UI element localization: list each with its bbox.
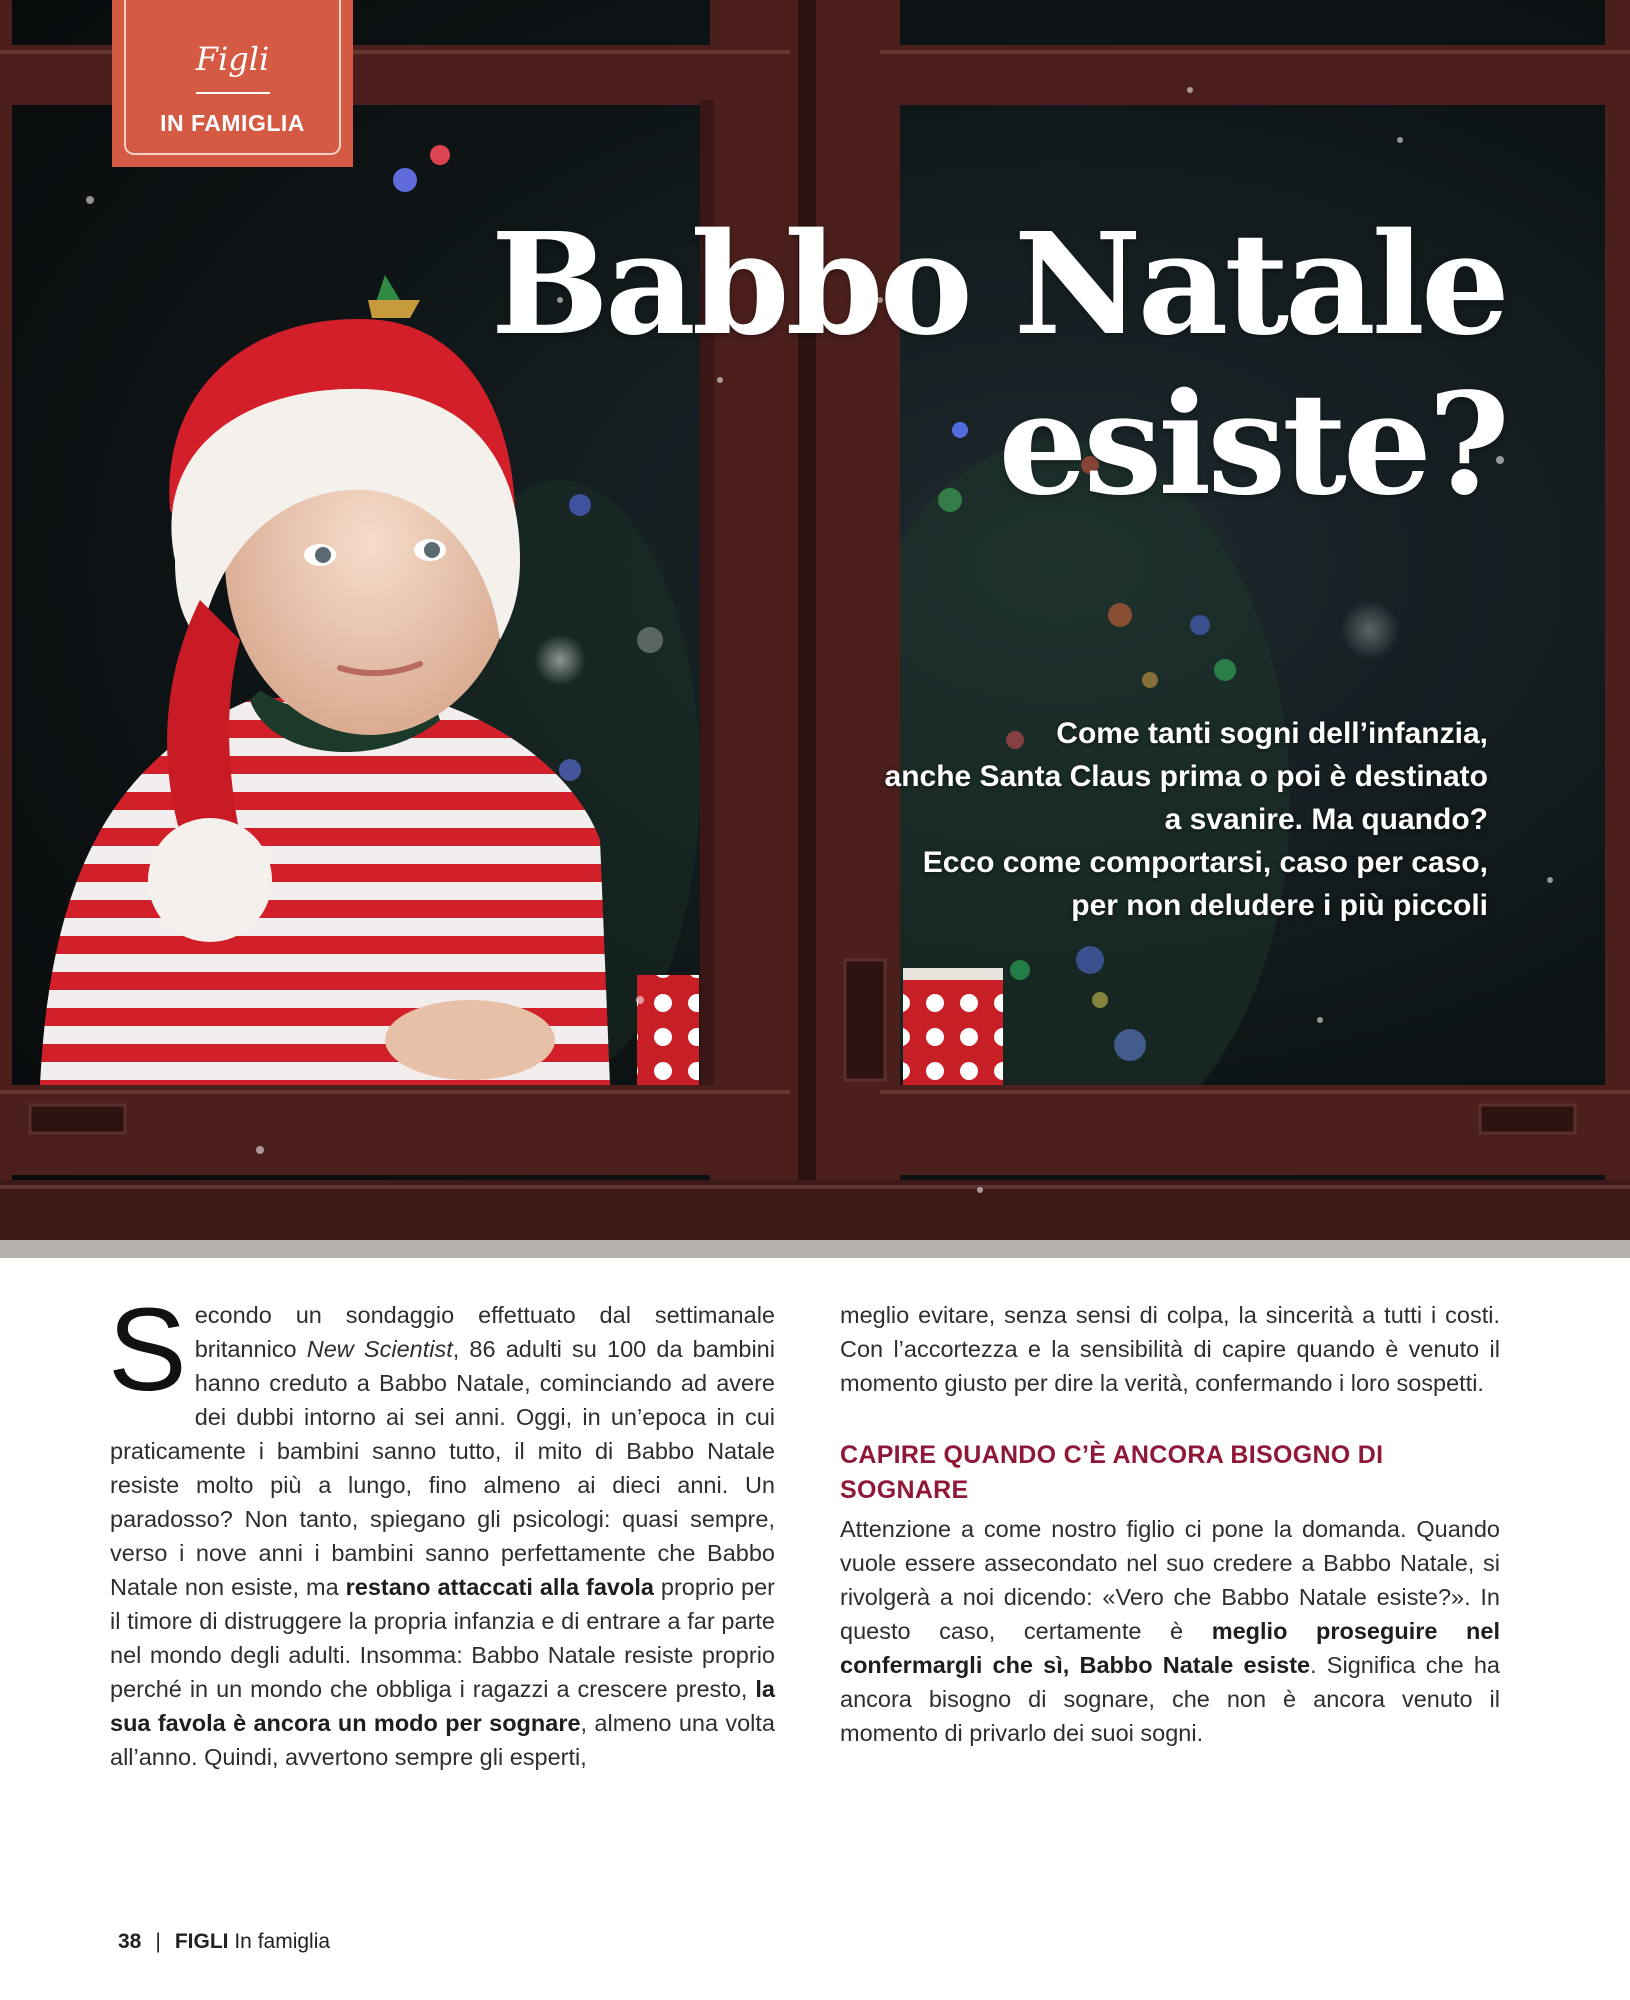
subtitle-line: Come tanti sogni dell’infanzia, xyxy=(1056,717,1488,750)
article-paragraph xyxy=(840,1512,1500,1750)
page-number: 38 xyxy=(118,1930,142,1953)
badge-label: IN FAMIGLIA xyxy=(160,110,305,136)
badge-script-title: Figli xyxy=(195,40,270,78)
badge-divider xyxy=(196,92,270,94)
article-headline xyxy=(406,205,1506,525)
page-footer xyxy=(118,1930,330,1954)
footer-brand: FIGLI xyxy=(174,1930,229,1953)
text-run: , almeno una volta all’anno. Quindi, avvertono sempre gli esperti, xyxy=(110,1710,775,1770)
text-run: econdo un sondaggio effettuato dal settimanale britannico xyxy=(194,1302,775,1362)
text-run: , 86 adulti su 100 da bambini hanno creduto a Babbo Natale, cominciando ad avere dei dubbi intorno ai sei anni. Oggi, in un’epoca in cui praticamente i bambini sanno tutto, il mito di Babbo Natale resiste molto più a lungo, fino almeno ai dieci anni. Un paradosso? Non tanto, spiegano gli psicologi: quasi sempre, verso i nove anni i bambini sanno perfettamente che Babbo Natale non esiste, ma xyxy=(110,1336,775,1600)
subtitle-line: per non deludere i più piccoli xyxy=(1071,889,1488,922)
emphasis-text: meglio proseguire nel confermargli che sì, Babbo Natale esiste xyxy=(840,1618,1500,1678)
footer-section: In famiglia xyxy=(234,1930,331,1953)
headline-line-1: Babbo Natale xyxy=(490,203,1506,367)
article-column-right xyxy=(840,1298,1500,1750)
drop-cap: S xyxy=(108,1284,187,1416)
headline-line-2: esiste? xyxy=(998,363,1506,527)
emphasis-text: restano attaccati alla favola xyxy=(345,1574,654,1600)
article-paragraph xyxy=(108,1284,775,1774)
emphasis-text: la sua favola è ancora un modo per sognare xyxy=(110,1676,775,1736)
publication-name: New Scientist xyxy=(306,1336,453,1362)
article-paragraph: meglio evitare, senza sensi di colpa, la sincerità a tutti i costi. Con l’accortezza e la sensibilità di capire quando è venuto il momento giusto per dire la verità, confermando i loro sospetti. xyxy=(840,1302,1500,1396)
section-heading: CAPIRE QUANDO C’È ANCORA BISOGNO DI SOGNARE xyxy=(840,1441,1384,1504)
section-badge xyxy=(112,0,353,167)
subtitle-line: a svanire. Ma quando? xyxy=(1164,803,1488,836)
text-run: Attenzione a come nostro figlio ci pone la domanda. Quando vuole essere assecondato nel suo credere a Babbo Natale, si rivolgerà a noi dicendo: «Vero che Babbo Natale esiste?». In questo caso, certamente è xyxy=(840,1516,1500,1644)
text-run: . Significa che ha ancora bisogno di sognare, che non è ancora venuto il momento di privarlo dei suoi sogni. xyxy=(840,1652,1500,1746)
text-run: proprio per il timore di distruggere la propria infanzia e di entrare a far parte nel mondo degli adulti. Insomma: Babbo Natale resiste proprio perché in un mondo che obbliga i ragazzi a crescere presto, xyxy=(110,1574,775,1702)
subtitle-line: anche Santa Claus prima o poi è destinato xyxy=(884,760,1488,793)
article-column-left xyxy=(108,1284,775,1774)
footer-separator: | xyxy=(155,1930,161,1953)
subtitle-line: Ecco come comportarsi, caso per caso, xyxy=(922,846,1488,879)
article-subtitle xyxy=(768,712,1488,927)
